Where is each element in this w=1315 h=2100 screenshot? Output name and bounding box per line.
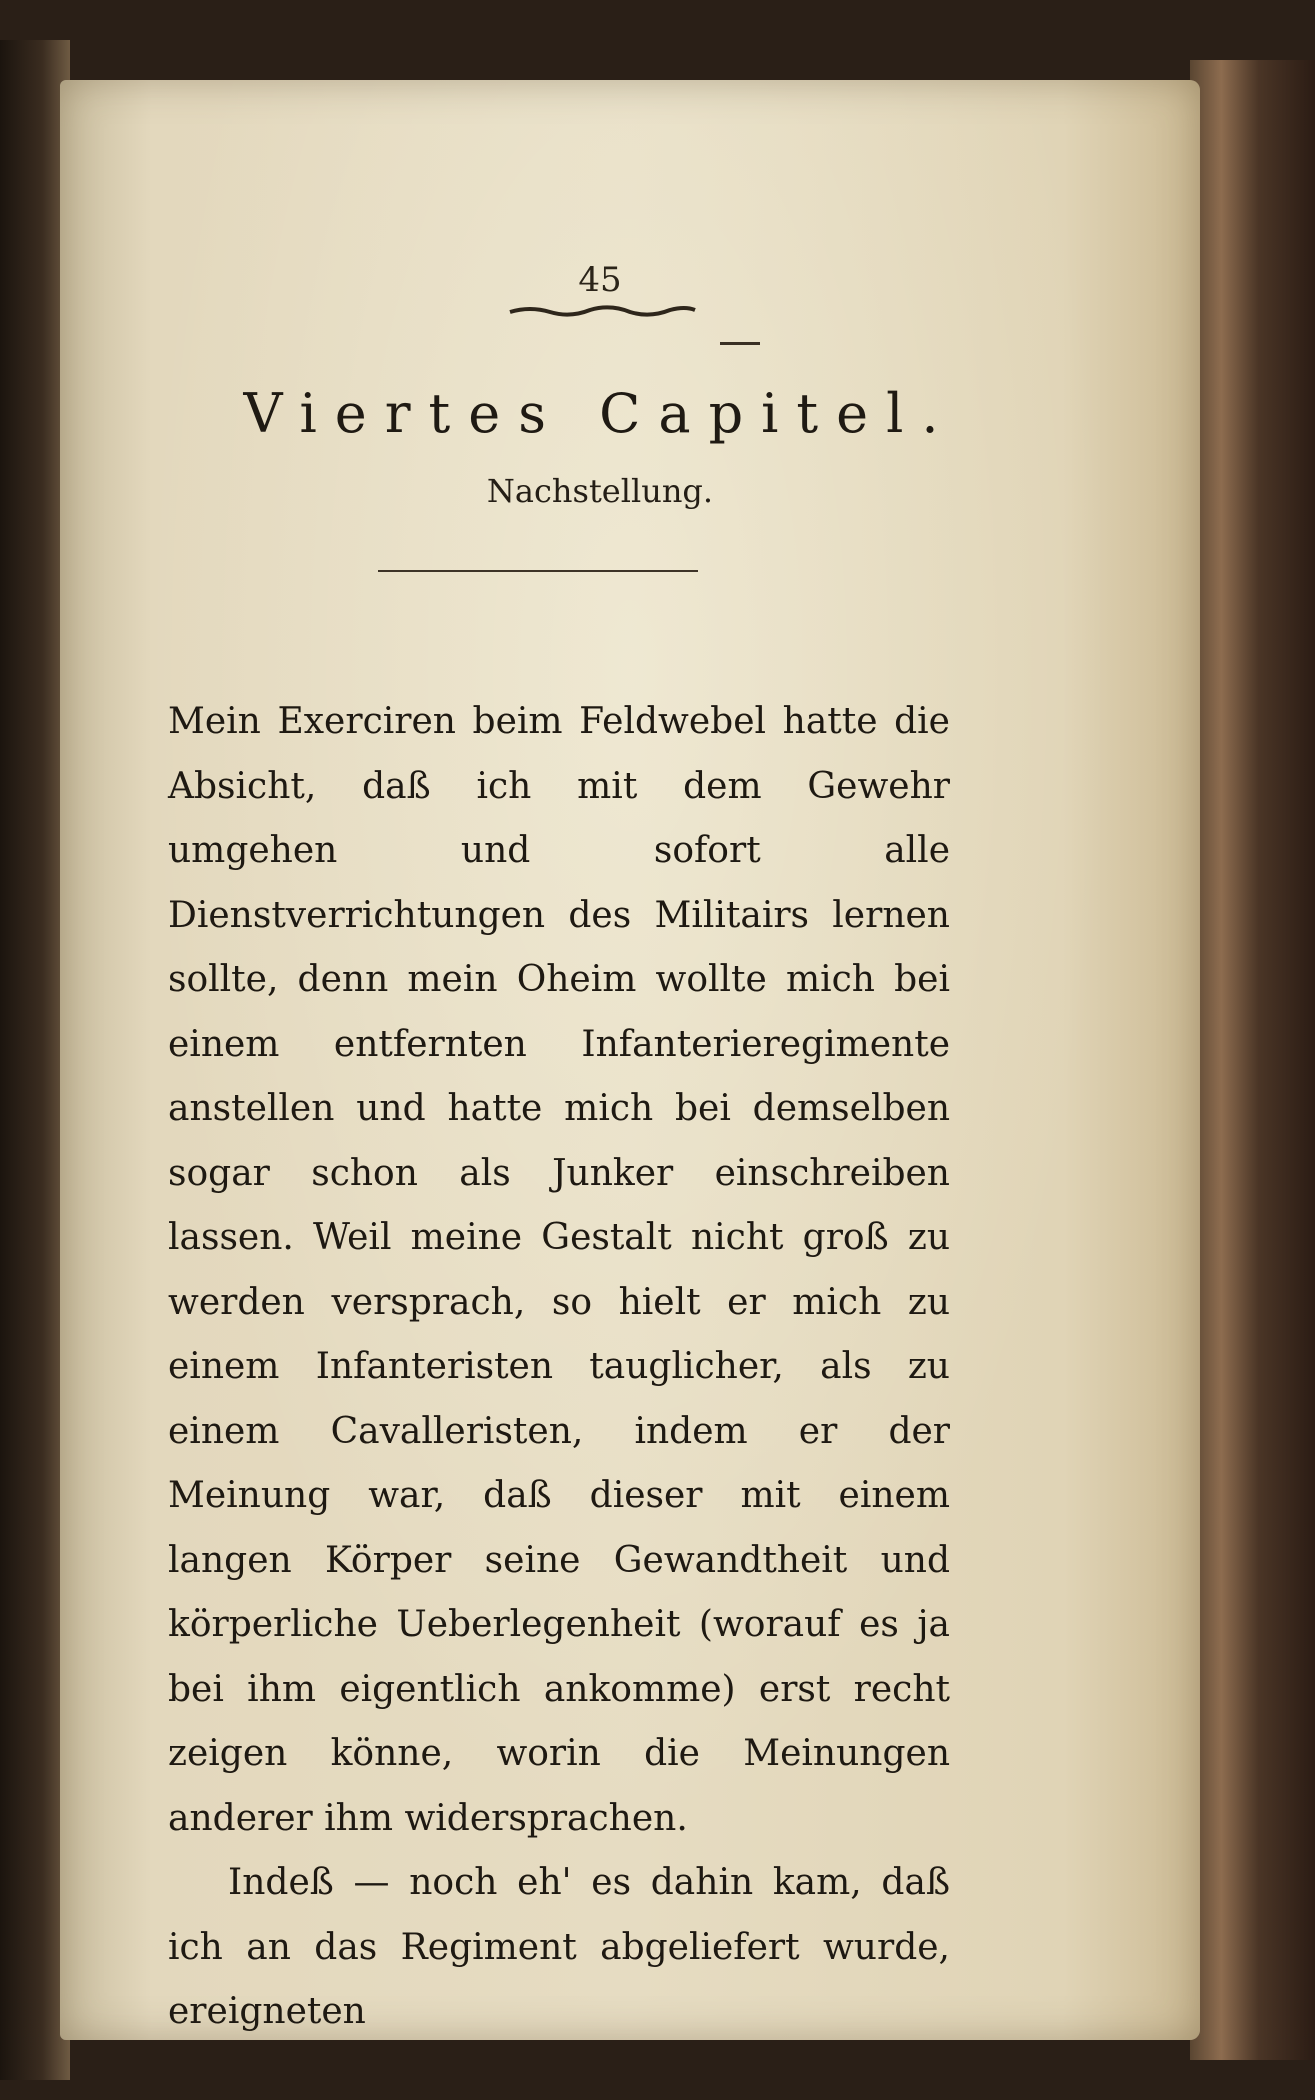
book-page-edges-right bbox=[1190, 60, 1315, 2060]
horizontal-rule bbox=[378, 570, 698, 572]
chapter-subtitle: Nachstellung. bbox=[486, 472, 714, 510]
book-page bbox=[60, 80, 1200, 2040]
ornament-divider-icon bbox=[450, 298, 750, 322]
paragraph: Mein Exerciren beim Feldwebel hatte die Absicht, daß ich mit dem Gewehr umgehen und sofort alle Dienstverrichtungen des Militairs lernen sollte, denn mein Oheim wollte mich bei einem entfernten Infanterieregimente anstellen und hatte mich bei demselben sogar schon als Junker einschreiben lassen. Weil meine Gestalt nicht groß zu werden versprach, so hielt er mich zu einem Infanteristen tauglicher, als zu einem Cavalleristen, indem er der Meinung war, daß dieser mit einem langen Körper seine Gewandtheit und körperliche Ueberlegenheit (worauf es ja bei ihm eigentlich ankomme) erst recht zeigen könne, worin die Meinungen anderer ihm widersprachen. bbox=[168, 701, 950, 1839]
body-text bbox=[168, 690, 950, 2045]
chapter-title: Viertes Capitel. bbox=[243, 382, 957, 445]
paragraph: Indeß — noch eh' es dahin kam, daß ich an das Regiment abgeliefert wurde, ereigneten bbox=[168, 1862, 950, 2032]
page-number: 45 bbox=[578, 260, 622, 300]
decorative-dash bbox=[720, 342, 760, 345]
